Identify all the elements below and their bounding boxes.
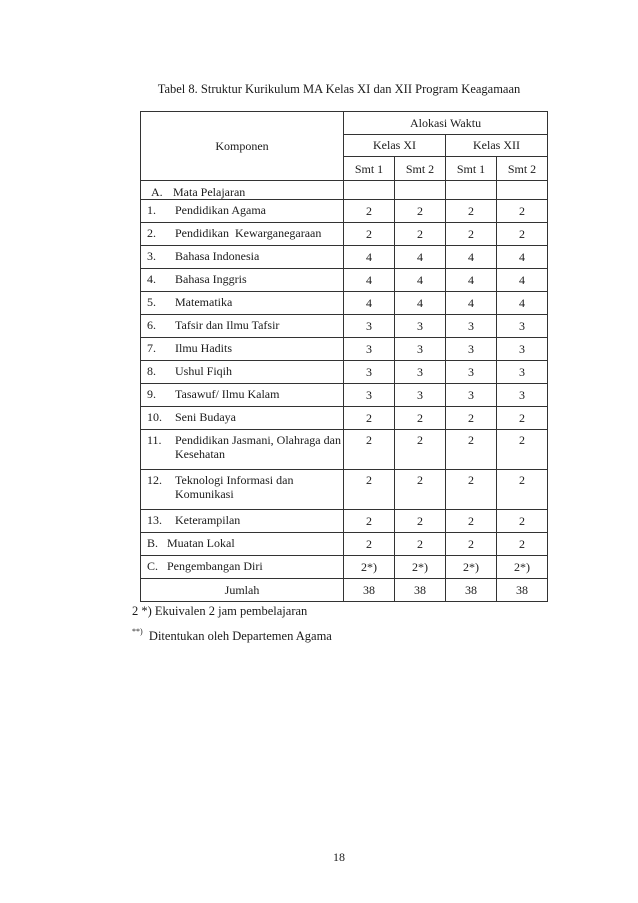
table-cell: 2 xyxy=(344,200,395,223)
curriculum-table xyxy=(140,111,548,602)
table-cell: 3 xyxy=(395,361,446,384)
table-cell: 4 xyxy=(497,246,548,269)
table-cell: 2 xyxy=(395,407,446,430)
row-number: 9. xyxy=(147,387,156,401)
header-kelas-xii: Kelas XII xyxy=(446,134,548,157)
table-row xyxy=(141,361,548,384)
section-a-row xyxy=(141,181,548,200)
section-letter: A. xyxy=(151,185,163,199)
table-cell: 2 xyxy=(446,510,497,533)
table-cell: 2 xyxy=(497,223,548,246)
table-cell: 2 xyxy=(344,533,395,556)
row-number: 4. xyxy=(147,272,156,286)
table-cell: 2 xyxy=(344,510,395,533)
section-label: Mata Pelajaran xyxy=(173,185,246,199)
footnote-2-mark: **) xyxy=(132,627,143,636)
table-cell: 3 xyxy=(395,315,446,338)
table-cell: 4 xyxy=(497,292,548,315)
header-smt: Smt 2 xyxy=(395,157,446,181)
table-cell: 3 xyxy=(344,384,395,407)
table-cell: 3 xyxy=(344,361,395,384)
table-cell: 4 xyxy=(446,246,497,269)
row-subject: Tafsir dan Ilmu Tafsir xyxy=(175,318,280,332)
row-subject: Bahasa Indonesia xyxy=(175,249,260,263)
table-cell: 38 xyxy=(446,579,497,602)
table-cell: 3 xyxy=(395,384,446,407)
table-row xyxy=(141,292,548,315)
table-cell: 2 xyxy=(497,200,548,223)
table-row xyxy=(141,315,548,338)
row-number: 1. xyxy=(147,203,156,217)
table-cell: 2*) xyxy=(344,556,395,579)
table-cell: 4 xyxy=(395,269,446,292)
table-row xyxy=(141,407,548,430)
table-cell: 3 xyxy=(344,338,395,361)
table-cell: 2 xyxy=(497,407,548,430)
table-cell: 2 xyxy=(446,200,497,223)
row-number: 2. xyxy=(147,226,156,240)
row-subject: Seni Budaya xyxy=(175,410,236,424)
header-smt: Smt 1 xyxy=(446,157,497,181)
row-number: 13. xyxy=(147,513,162,527)
table-cell: 4 xyxy=(446,292,497,315)
table-row xyxy=(141,470,548,510)
table-cell: 2 xyxy=(497,430,548,470)
table-cell: 2*) xyxy=(446,556,497,579)
table-cell: 2 xyxy=(344,223,395,246)
table-cell: 3 xyxy=(446,315,497,338)
table-cell: 4 xyxy=(344,269,395,292)
row-number: 7. xyxy=(147,341,156,355)
row-subject: Pendidikan Jasmani, Olahraga dan Kesehatan xyxy=(175,433,350,461)
table-cell: 3 xyxy=(497,315,548,338)
footnote-1: 2 *) Ekuivalen 2 jam pembelajaran xyxy=(132,604,308,618)
table-cell: 38 xyxy=(497,579,548,602)
row-subject: Teknologi Informasi dan Komunikasi xyxy=(175,473,297,501)
row-number: 11. xyxy=(147,433,162,447)
pengembangan-diri-row xyxy=(141,556,548,579)
table-cell: 38 xyxy=(395,579,446,602)
table-cell: 2 xyxy=(395,470,446,510)
table-row xyxy=(141,338,548,361)
table-cell: 2 xyxy=(446,223,497,246)
row-number: 10. xyxy=(147,410,162,424)
row-number: 12. xyxy=(147,473,162,487)
row-subject: Tasawuf/ Ilmu Kalam xyxy=(175,387,280,401)
table-row xyxy=(141,246,548,269)
table-cell: 2 xyxy=(395,510,446,533)
page-number: 18 xyxy=(333,850,345,864)
footnote-2-text: Ditentukan oleh Departemen Agama xyxy=(148,629,332,643)
table-cell: 3 xyxy=(395,338,446,361)
table-cell: 2 xyxy=(395,200,446,223)
table-cell: 2 xyxy=(395,533,446,556)
row-number: 8. xyxy=(147,364,156,378)
table-cell: 2 xyxy=(446,430,497,470)
header-smt: Smt 2 xyxy=(497,157,548,181)
table-cell: 2 xyxy=(446,470,497,510)
footnote-2 xyxy=(132,629,332,644)
table-cell: 3 xyxy=(446,338,497,361)
table-cell: 2 xyxy=(344,470,395,510)
header-komponen: Komponen xyxy=(141,112,344,181)
table-cell: 3 xyxy=(446,384,497,407)
table-cell: 4 xyxy=(395,292,446,315)
table-cell: 2*) xyxy=(497,556,548,579)
table-cell: 3 xyxy=(497,384,548,407)
table-cell: 2 xyxy=(497,470,548,510)
row-subject: Ushul Fiqih xyxy=(175,364,233,378)
row-subject: Pendidikan Agama xyxy=(175,203,266,217)
row-label: B. Muatan Lokal xyxy=(147,536,235,550)
table-row xyxy=(141,269,548,292)
table-cell: 2 xyxy=(446,407,497,430)
table-cell: 2 xyxy=(446,533,497,556)
table-row xyxy=(141,384,548,407)
table-row xyxy=(141,200,548,223)
table-cell: 4 xyxy=(497,269,548,292)
row-number: 5. xyxy=(147,295,156,309)
table-cell: 3 xyxy=(497,361,548,384)
table-cell: 3 xyxy=(446,361,497,384)
table-cell: 2*) xyxy=(395,556,446,579)
header-alokasi-waktu: Alokasi Waktu xyxy=(344,112,548,135)
table-row xyxy=(141,223,548,246)
table-cell: 4 xyxy=(344,292,395,315)
table-row xyxy=(141,430,548,470)
row-number: 3. xyxy=(147,249,156,263)
row-subject: Ilmu Hadits xyxy=(175,341,232,355)
muatan-lokal-row xyxy=(141,533,548,556)
table-cell: 38 xyxy=(344,579,395,602)
row-number: 6. xyxy=(147,318,156,332)
header-smt: Smt 1 xyxy=(344,157,395,181)
table-title: Tabel 8. Struktur Kurikulum MA Kelas XI dan XII Program Keagamaan xyxy=(157,82,521,96)
row-label: C. Pengembangan Diri xyxy=(147,559,263,573)
table-cell: 4 xyxy=(446,269,497,292)
table-cell: 4 xyxy=(344,246,395,269)
table-cell: 2 xyxy=(344,430,395,470)
row-subject: Bahasa Inggris xyxy=(175,272,247,286)
row-subject: Matematika xyxy=(175,295,233,309)
table-row xyxy=(141,510,548,533)
table-cell: 2 xyxy=(497,533,548,556)
jumlah-row xyxy=(141,579,548,602)
jumlah-label: Jumlah xyxy=(141,579,344,602)
header-kelas-xi: Kelas XI xyxy=(344,134,446,157)
table-cell: 2 xyxy=(395,223,446,246)
row-subject: Keterampilan xyxy=(175,513,241,527)
table-cell: 4 xyxy=(395,246,446,269)
table-cell: 2 xyxy=(497,510,548,533)
table-cell: 3 xyxy=(344,315,395,338)
table-cell: 2 xyxy=(344,407,395,430)
table-cell: 2 xyxy=(395,430,446,470)
table-cell: 3 xyxy=(497,338,548,361)
row-subject: Pendidikan Kewarganegaraan xyxy=(175,226,322,240)
